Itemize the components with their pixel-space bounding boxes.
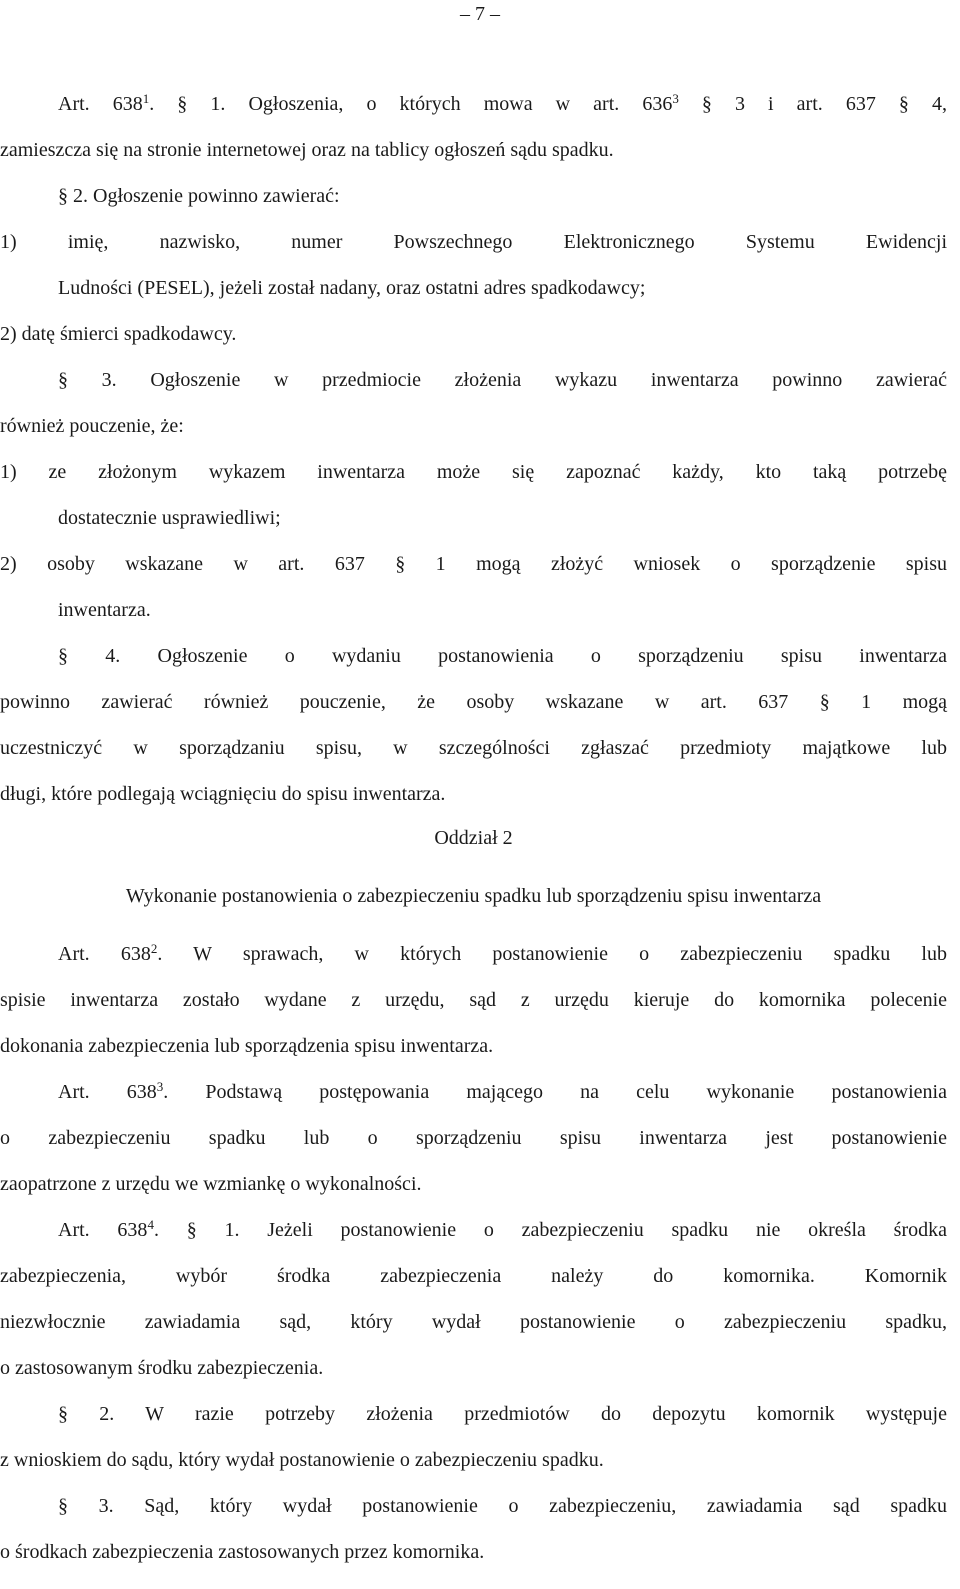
art-638-1-par-2-item-2: 2) datę śmierci spadkodawcy. (0, 323, 237, 345)
art-638-4-line-2: zabezpieczenia, wybór środka zabezpieczenia należy do komornika. Komornik (0, 1265, 947, 1287)
art-638-1-par-3-item-2: 2) osoby wskazane w art. 637 § 1 mogą złożyć wniosek o sporządzenie spisu (0, 553, 947, 575)
reference-superscript: 3 (672, 91, 679, 106)
article-lead: Art. 638 (58, 93, 143, 115)
art-638-2-line-3: dokonania zabezpieczenia lub sporządzenia spisu inwentarza. (0, 1035, 494, 1057)
division-heading: Oddział 2 (434, 827, 513, 849)
page-number: – 7 – (460, 3, 500, 25)
art-638-1-line-1 (58, 92, 947, 116)
art-638-1-par-3-item-1: 1) ze złożonym wykazem inwentarza może się zapoznać każdy, kto taką potrzebę (0, 461, 947, 483)
art-638-4-line-3: niezwłocznie zawiadamia sąd, który wydał postanowienie o zabezpieczeniu spadku, (0, 1311, 947, 1333)
art-638-1-par-4-line-3: uczestniczyć w sporządzaniu spisu, w szczególności zgłaszać przedmioty majątkowe lub (0, 737, 947, 759)
art-638-1-par-2-item-1-cont: Ludności (PESEL), jeżeli został nadany, oraz ostatni adres spadkodawcy; (58, 277, 646, 299)
art-638-4-line-1 (58, 1218, 947, 1242)
article-superscript: 4 (147, 1217, 154, 1232)
art-638-1-line-2: zamieszcza się na stronie internetowej oraz na tablicy ogłoszeń sądu spadku. (0, 139, 614, 161)
art-638-1-par-4-line-2: powinno zawierać również pouczenie, że osoby wskazane w art. 637 § 1 mogą (0, 691, 947, 713)
art-638-3-line-1 (58, 1080, 947, 1104)
art-638-1-par-3: § 3. Ogłoszenie w przedmiocie złożenia wykazu inwentarza powinno zawierać (58, 369, 947, 391)
article-superscript: 1 (142, 91, 150, 106)
art-638-1-par-4: § 4. Ogłoszenie o wydaniu postanowienia o sporządzeniu spisu inwentarza (58, 645, 947, 667)
art-638-2-line-2: spisie inwentarza zostało wydane z urzędu, sąd z urzędu kieruje do komornika polecenie (0, 989, 947, 1011)
art-638-4-par-2: § 2. W razie potrzeby złożenia przedmiotów do depozytu komornik występuje (58, 1403, 947, 1425)
art-638-2-line-1 (58, 942, 947, 966)
article-text: § 3 i art. 637 § 4, (678, 93, 947, 115)
art-638-1-par-3-cont: również pouczenie, że: (0, 415, 184, 437)
article-superscript: 2 (150, 941, 158, 956)
art-638-4-par-2-cont: z wnioskiem do sądu, który wydał postanowienie o zabezpieczeniu spadku. (0, 1449, 604, 1471)
art-638-1-par-2: § 2. Ogłoszenie powinno zawierać: (58, 185, 340, 207)
art-638-1-par-3-item-2-cont: inwentarza. (58, 599, 151, 621)
art-638-1-par-3-item-1-cont: dostatecznie usprawiedliwi; (58, 507, 281, 529)
article-lead: Art. 638 (58, 1081, 157, 1103)
art-638-3-line-3: zaopatrzone z urzędu we wzmiankę o wykonalności. (0, 1173, 422, 1195)
article-text: . § 1. Jeżeli postanowienie o zabezpieczeniu spadku nie określa środka (153, 1219, 947, 1241)
article-text: . § 1. Ogłoszenia, o których mowa w art. 636 (149, 93, 673, 115)
article-text: . W sprawach, w których postanowienie o zabezpieczeniu spadku lub (157, 943, 947, 965)
article-superscript: 3 (156, 1079, 164, 1094)
article-text: . Podstawą postępowania mającego na celu wykonanie postanowienia (163, 1081, 947, 1103)
art-638-3-line-2: o zabezpieczeniu spadku lub o sporządzeniu spisu inwentarza jest postanowienie (0, 1127, 947, 1149)
art-638-4-par-3: § 3. Sąd, który wydał postanowienie o zabezpieczeniu, zawiadamia sąd spadku (58, 1495, 947, 1517)
art-638-1-par-4-line-4: długi, które podlegają wciągnięciu do spisu inwentarza. (0, 783, 446, 805)
article-lead: Art. 638 (58, 943, 151, 965)
division-title: Wykonanie postanowienia o zabezpieczeniu spadku lub sporządzeniu spisu inwentarza (125, 885, 822, 907)
art-638-1-par-2-item-1: 1) imię, nazwisko, numer Powszechnego Elektronicznego Systemu Ewidencji (0, 231, 947, 253)
art-638-4-line-4: o zastosowanym środku zabezpieczenia. (0, 1357, 324, 1379)
art-638-4-par-3-cont: o środkach zabezpieczenia zastosowanych przez komornika. (0, 1541, 485, 1563)
article-lead: Art. 638 (58, 1219, 148, 1241)
